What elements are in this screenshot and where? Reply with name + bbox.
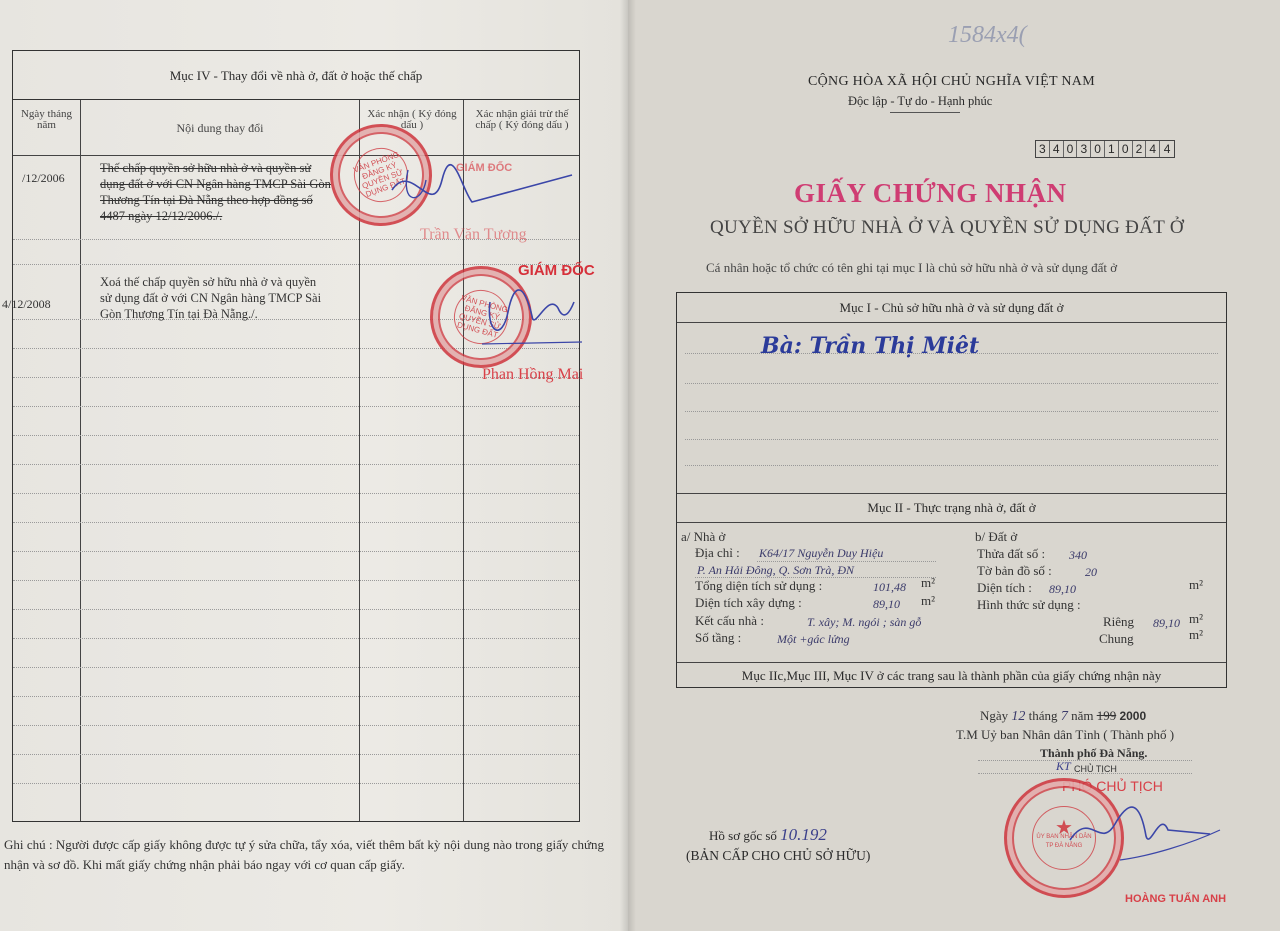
chairman-name: HOÀNG TUẤN ANH — [1125, 893, 1227, 905]
serial-digit: 4 — [1050, 141, 1064, 157]
built-area-unit: m² — [921, 593, 936, 608]
footnote: Ghi chú : Người được cấp giấy không được tự ý sửa chữa, tẩy xóa, viết thêm bất kỳ nội dung nào trong giấy chứng nhận và sơ đồ. Khi mất giấy chứng nhận phải báo ngay với cơ quan cấp giấy. — [4, 837, 604, 872]
land-heading: b/ Đất ở — [975, 529, 1018, 544]
total-area-label: Tổng diện tích sử dụng : — [695, 578, 823, 593]
dotted-line — [685, 353, 1218, 354]
entry-1-signer-name: Trần Văn Tương — [420, 226, 527, 243]
serial-digit: 4 — [1163, 142, 1171, 156]
file-label: Hồ sơ gốc số — [709, 828, 777, 843]
left-page — [0, 0, 628, 931]
motto: Độc lập - Tự do - Hạnh phúc — [848, 94, 993, 108]
owner-name: Bà: Trần Thị Miêt — [761, 333, 980, 359]
entry-1-line-2: dụng đất ở với CN Ngân hàng TMCP Sài Gòn — [100, 177, 331, 191]
dotted-line — [685, 411, 1218, 412]
signature-1 — [352, 150, 582, 230]
usage-label: Hình thức sử dụng : — [977, 597, 1081, 612]
structure-value: T. xây; M. ngói ; sàn gỗ — [807, 615, 922, 629]
entry-1-line-4: 4487 ngày 12/12/2006./. — [100, 209, 223, 223]
row-line — [13, 754, 579, 755]
serial-digit: 2 — [1133, 141, 1147, 157]
section-iv-title: Mục IV - Thay đổi về nhà ở, đất ở hoặc thế chấp — [13, 51, 579, 100]
map-label: Tờ bản đồ số : — [977, 563, 1052, 578]
total-area-value: 101,48 — [873, 580, 906, 594]
entry-2-date: 4/12/2008 — [2, 297, 51, 311]
entry-2-signer-title: GIÁM ĐỐC — [518, 262, 595, 279]
plot-label: Thửa đất số : — [977, 546, 1046, 561]
row-line — [13, 493, 579, 494]
column-divider — [80, 100, 81, 821]
map-value: 20 — [1085, 565, 1097, 579]
row-line — [13, 667, 579, 668]
serial-digit: 3 — [1077, 141, 1091, 157]
motto-underline — [890, 112, 960, 113]
dotted-line — [978, 760, 1192, 761]
signature-2 — [462, 272, 602, 352]
section-ii-title: Mục II - Thực trạng nhà ở, đất ở — [677, 493, 1226, 523]
copy-note: (BẢN CẤP CHO CHỦ SỞ HỮU) — [686, 848, 871, 863]
row-line — [13, 464, 579, 465]
land-area-unit: m² — [1189, 577, 1204, 592]
sections-note: Mục IIc,Mục III, Mục IV ở các trang sau là thành phần của giấy chứng nhận này — [677, 662, 1226, 688]
col-header-confirm: Xác nhận ( Ký đóng dấu ) — [367, 108, 457, 131]
page-fold — [620, 0, 636, 931]
dotted-line — [685, 383, 1218, 384]
row-line — [13, 551, 579, 552]
stamp-center: VĂN PHÒNG ĐĂNG KÝ QUYỀN SỬ DỤNG ĐẤT — [448, 284, 514, 350]
date-label-day: Ngày — [980, 708, 1009, 723]
date-label-year: năm — [1071, 708, 1094, 723]
certificate-box — [676, 292, 1227, 688]
total-area-unit: m² — [921, 575, 936, 590]
house-heading: a/ Nhà ở — [681, 529, 726, 544]
row-line — [13, 783, 579, 784]
committee-label: T.M Uỷ ban Nhân dân Tỉnh ( Thành phố ) — [956, 727, 1175, 742]
row-line — [13, 638, 579, 639]
address-line-2: P. An Hải Đông, Q. Sơn Trà, ĐN — [697, 563, 854, 577]
date-month: 7 — [1060, 709, 1068, 724]
row-line — [13, 580, 579, 581]
entry-2-line-2: sử dụng đất ở với CN Ngân hàng TMCP Sài — [100, 291, 322, 305]
nation-header: CỘNG HÒA XÃ HỘI CHỦ NGHĨA VIỆT NAM — [808, 74, 1095, 89]
dotted-line — [978, 773, 1192, 774]
date-year: 2000 — [1119, 709, 1147, 723]
floors-label: Số tầng : — [695, 630, 742, 645]
serial-number — [1035, 140, 1175, 158]
chairman-small: CHỦ TỊCH — [1074, 764, 1117, 774]
col-header-content: Nội dung thay đổi — [176, 121, 264, 135]
certificate-title: GIẤY CHỨNG NHẬN — [794, 178, 1067, 208]
file-number-line — [709, 825, 827, 845]
address-label — [695, 545, 740, 561]
row-line — [13, 696, 579, 697]
built-area-label: Diện tích xây dựng : — [695, 595, 802, 610]
dotted-line — [685, 465, 1218, 466]
dotted-line — [685, 439, 1218, 440]
serial-digit: 0 — [1064, 141, 1078, 157]
entry-1-line-1: Thế chấp quyền sở hữu nhà ở và quyền sử — [100, 161, 312, 175]
private-label: Riêng — [1103, 614, 1135, 629]
serial-digit: 1 — [1105, 141, 1119, 157]
row-line — [13, 725, 579, 726]
col-header-release: Xác nhận giải trừ thế chấp ( Ký đóng dấu ) — [475, 108, 569, 131]
land-area-value: 89,10 — [1049, 582, 1076, 596]
entry-2-line-1: Xoá thế chấp quyền sở hữu nhà ở và quyền — [100, 275, 317, 289]
row-line — [13, 264, 579, 265]
structure-label: Kết cấu nhà : — [695, 613, 764, 628]
chairman-signature — [1060, 790, 1230, 870]
land-area-label: Diện tích : — [977, 580, 1032, 595]
row-line — [13, 406, 579, 407]
vice-chairman: PHÓ CHỦ TỊCH — [1062, 778, 1163, 794]
serial-digit: 0 — [1119, 141, 1133, 157]
row-line — [13, 609, 579, 610]
floors-value: Một +gác lửng — [777, 632, 850, 646]
certificate-note: Cá nhân hoặc tổ chức có tên ghi tại mục I là chủ sở hữu nhà ở và sử dụng đất ở — [706, 260, 1118, 275]
file-number: 10.192 — [780, 825, 827, 844]
serial-digit: 4 — [1146, 141, 1160, 157]
certificate-subtitle: QUYỀN SỞ HỮU NHÀ Ở VÀ QUYỀN SỬ DỤNG ĐẤT Ở — [710, 217, 1184, 238]
address-line-1: K64/17 Nguyễn Duy Hiệu — [759, 546, 884, 560]
date-year-printed: 199 — [1096, 708, 1117, 723]
shared-label: Chung — [1099, 631, 1134, 646]
issue-date — [980, 708, 1146, 725]
entry-1-line-3: Thương Tín tại Đà Nẵng theo hợp đồng số — [100, 193, 313, 207]
serial-digit: 0 — [1091, 141, 1105, 157]
dotted-line — [757, 561, 936, 562]
kt-mark: KT — [1056, 759, 1071, 773]
entry-2-signer-name: Phan Hồng Mai — [482, 366, 584, 383]
address-label-text: Địa chỉ : — [695, 545, 740, 560]
row-line — [13, 522, 579, 523]
date-day: 12 — [1011, 709, 1026, 724]
col-header-date: Ngày tháng năm — [20, 108, 72, 131]
private-unit: m² — [1189, 611, 1204, 626]
section-i-title: Mục I - Chủ sở hữu nhà ở và sử dụng đất ở — [677, 293, 1226, 323]
stamp-label: ỦY BAN NHÂN DÂN TP ĐÀ NẴNG — [1036, 834, 1092, 850]
entry-1-date: /12/2006 — [22, 171, 65, 185]
star-icon: ★ — [1055, 817, 1073, 840]
private-value: 89,10 — [1153, 616, 1180, 630]
entry-1-signer-title: GIÁM ĐỐC — [456, 162, 513, 174]
entry-2-line-3: Gòn Thương Tín tại Đà Nẵng./. — [100, 307, 258, 321]
stamp-center: VĂN PHÒNG ĐĂNG KÝ QUYỀN SỬ DỤNG ĐẤT — [347, 141, 416, 210]
plot-value: 340 — [1069, 548, 1087, 562]
city-name: Thành phố Đà Nẵng. — [1040, 746, 1148, 760]
date-label-month: tháng — [1028, 708, 1058, 723]
built-area-value: 89,10 — [873, 597, 900, 611]
serial-digit: 3 — [1036, 141, 1050, 157]
handwritten-number: 1584x4( — [948, 22, 1027, 48]
shared-unit: m² — [1189, 627, 1204, 642]
row-line — [13, 435, 579, 436]
